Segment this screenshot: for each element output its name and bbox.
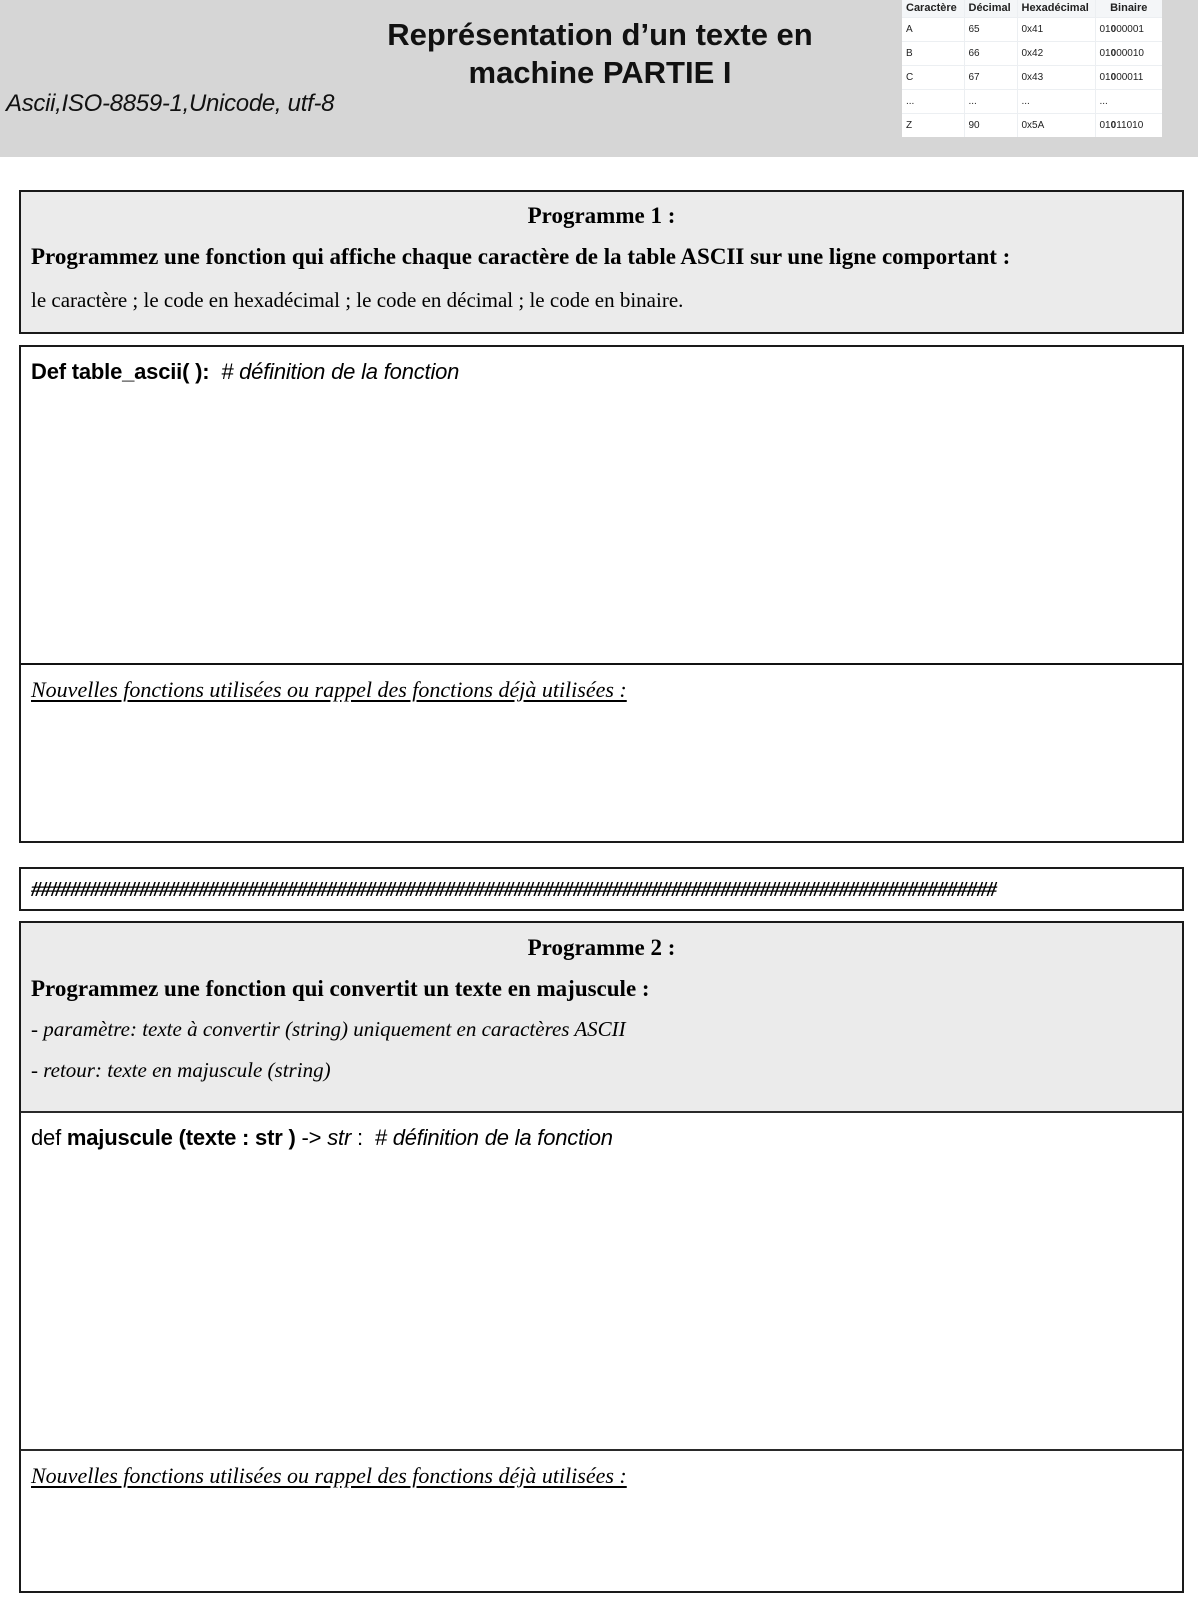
programme2-lead: Programmez une fonction qui convertit un texte en majuscule : — [31, 976, 650, 1001]
cell-char: Z — [902, 113, 964, 137]
programme1-text: le caractère ; le code en hexadécimal ; le code en décimal ; le code en binaire. — [31, 288, 684, 312]
programme2-code-area[interactable] — [19, 1113, 1184, 1453]
programme2-notes-label: Nouvelles fonctions utilisées ou rappel des fonctions déjà utilisées : — [31, 1463, 627, 1488]
page-title: Représentation d’un texte en machine PARTIE I — [387, 17, 813, 90]
programme2-code-line — [31, 1125, 613, 1151]
cell-dec: 65 — [964, 17, 1017, 41]
code-signature: majuscule (texte : str ) — [66, 1125, 296, 1150]
programme1-notes-area[interactable] — [19, 665, 1184, 843]
cell-bin — [1095, 65, 1162, 89]
cell-char: ... — [902, 89, 964, 113]
page-subtitle: Ascii,ISO-8859-1,Unicode, utf-8 — [6, 90, 335, 117]
code-comment: # définition de la fonction — [221, 359, 460, 384]
code-def-keyword: def — [31, 1125, 61, 1150]
programme2-statement — [19, 921, 1184, 1115]
cell-hex: 0x5A — [1017, 113, 1095, 137]
bin-prefix: 01 — [1099, 119, 1111, 131]
separator-box — [19, 867, 1184, 911]
cell-hex: 0x41 — [1017, 17, 1095, 41]
page-header — [0, 0, 1198, 157]
cell-char: C — [902, 65, 964, 89]
bin-bold-bit: 0 — [1110, 71, 1117, 83]
cell-dec: 90 — [964, 113, 1017, 137]
programme1-title: Programme 1 : — [527, 203, 676, 228]
column-header-binaire: Binaire — [1095, 0, 1162, 17]
cell-bin — [1095, 41, 1162, 65]
cell-char: A — [902, 17, 964, 41]
ascii-table-header-row — [902, 0, 1162, 17]
programme2-title: Programme 2 : — [527, 935, 676, 960]
column-header-decimal: Décimal — [964, 0, 1017, 17]
separator-hash-line: ################################################################################################## — [31, 877, 997, 901]
programme1-statement — [19, 190, 1184, 334]
cell-dec: ... — [964, 89, 1017, 113]
programme1-notes-label: Nouvelles fonctions utilisées ou rappel des fonctions déjà utilisées : — [31, 677, 627, 702]
table-row — [902, 65, 1162, 89]
column-header-caractere: Caractère — [902, 0, 964, 17]
bin-rest: 00010 — [1116, 47, 1144, 59]
programme1-code-line — [31, 359, 459, 385]
cell-hex: ... — [1017, 89, 1095, 113]
code-def: Def table_ascii( ): — [31, 359, 210, 384]
cell-bin — [1095, 113, 1162, 137]
bin-prefix: 01 — [1099, 71, 1111, 83]
code-arrow: -> — [301, 1125, 322, 1150]
bin-prefix: ... — [1099, 95, 1108, 107]
table-row — [902, 113, 1162, 137]
programme2-notes-area[interactable] — [19, 1451, 1184, 1593]
cell-char: B — [902, 41, 964, 65]
table-row — [902, 41, 1162, 65]
bin-prefix: 01 — [1099, 47, 1111, 59]
cell-dec: 67 — [964, 65, 1017, 89]
bin-prefix: 01 — [1099, 23, 1111, 35]
cell-dec: 66 — [964, 41, 1017, 65]
cell-hex: 0x43 — [1017, 65, 1095, 89]
code-colon: : — [357, 1125, 363, 1150]
table-row — [902, 17, 1162, 41]
column-header-hexadecimal: Hexadécimal — [1017, 0, 1095, 17]
code-comment: # définition de la fonction — [374, 1125, 613, 1150]
programme1-code-area[interactable] — [19, 345, 1184, 667]
programme2-param: - paramètre: texte à convertir (string) uniquement en caractères ASCII — [31, 1017, 626, 1041]
cell-bin — [1095, 89, 1162, 113]
cell-bin — [1095, 17, 1162, 41]
programme1-lead: Programmez une fonction qui affiche chaque caractère de la table ASCII sur une ligne comportant : — [31, 244, 1011, 269]
bin-rest: 00011 — [1116, 71, 1144, 83]
table-row — [902, 89, 1162, 113]
ascii-table — [902, 0, 1162, 137]
bin-rest: 00001 — [1116, 23, 1144, 35]
bin-bold-bit: 0 — [1110, 47, 1117, 59]
cell-hex: 0x42 — [1017, 41, 1095, 65]
bin-rest: 11010 — [1116, 119, 1144, 131]
bin-bold-bit: 0 — [1110, 23, 1117, 35]
programme2-retour: - retour: texte en majuscule (string) — [31, 1058, 331, 1082]
code-return-type: str — [327, 1125, 352, 1150]
bin-bold-bit: 0 — [1110, 119, 1117, 131]
